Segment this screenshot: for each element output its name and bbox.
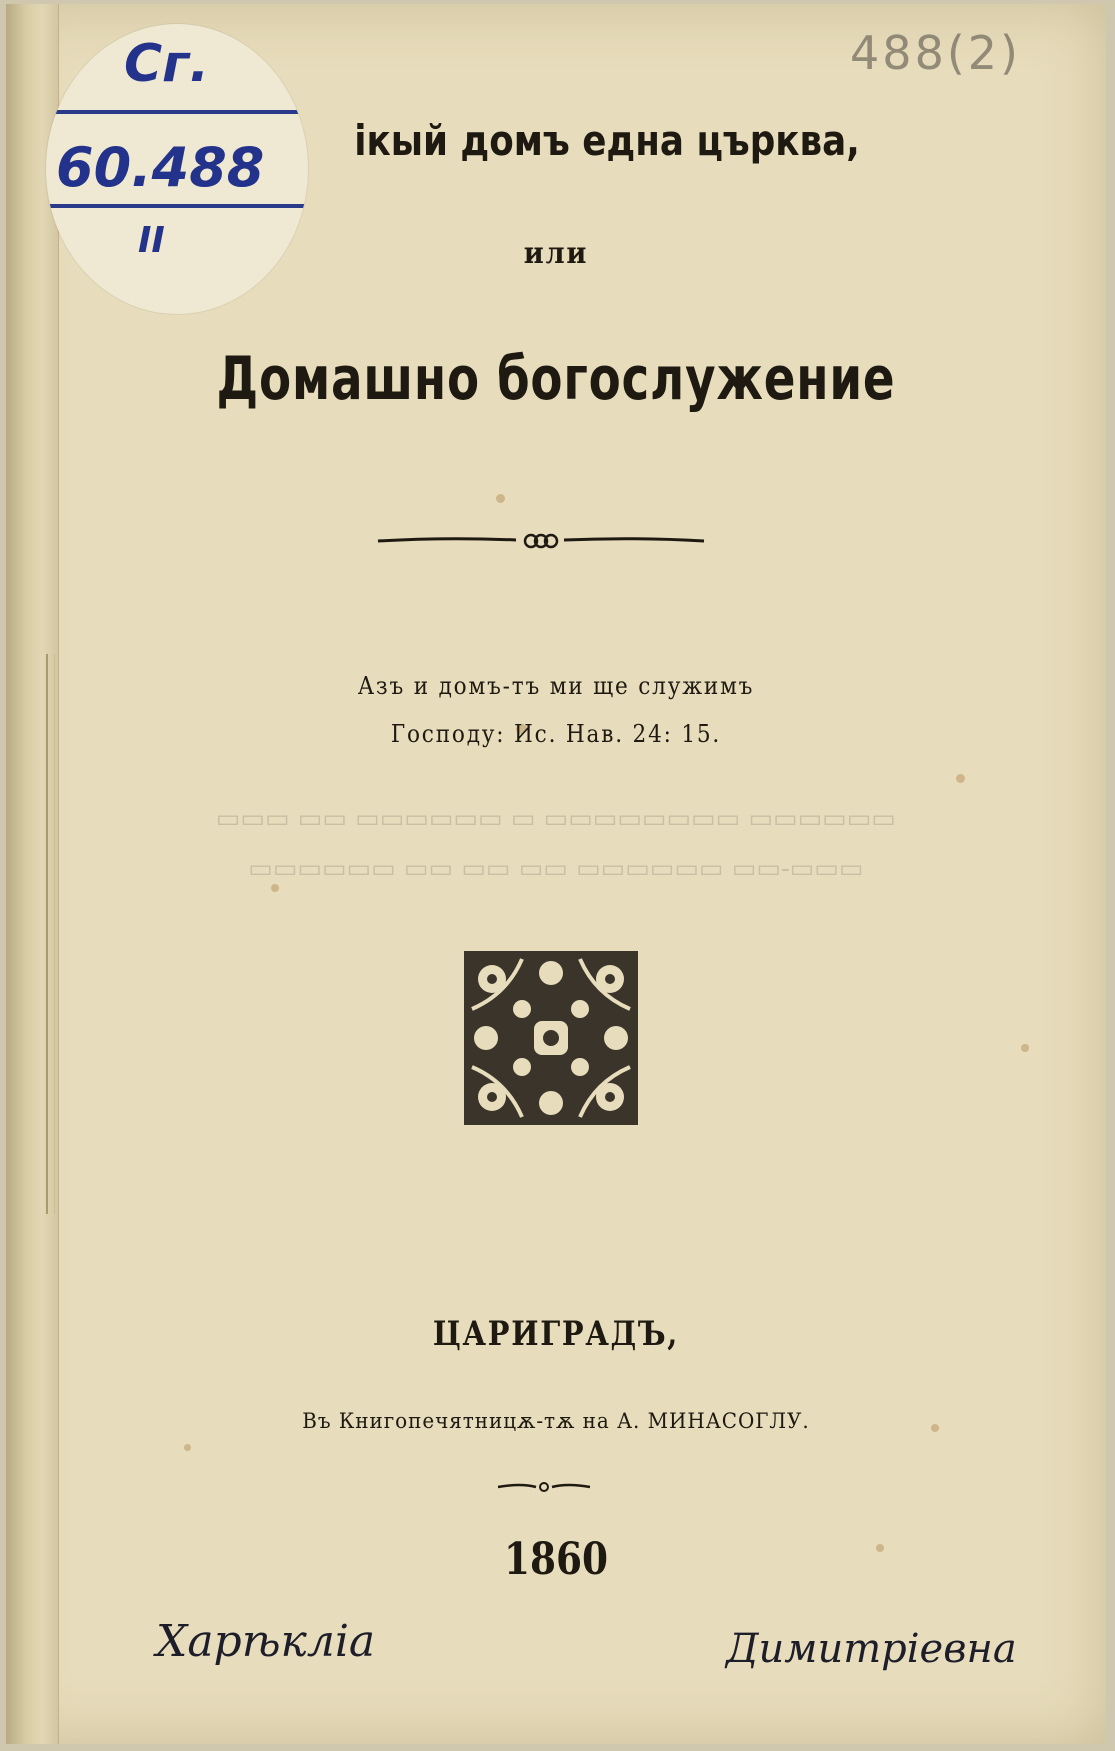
signature-right: Димитрiевна [726, 1626, 1017, 1672]
imprint-city: ЦАРИГРАДЪ, [432, 1314, 680, 1354]
book-cover [6, 4, 1106, 1744]
title-line-2: или [523, 236, 589, 271]
shelfmark-rule [46, 110, 308, 114]
printers-ornament [462, 949, 640, 1127]
motto-line-1: Азъ и домъ-тъ ми ще служимъ [357, 672, 755, 700]
foxing-stain [496, 494, 505, 503]
title-line-3: Домашно богослужение [216, 344, 896, 414]
foxing-stain [956, 774, 965, 783]
foxing-stain [271, 884, 279, 892]
pencil-note: 488(2) [850, 26, 1021, 80]
shelfmark-line-1: Сг. [124, 34, 210, 94]
motto-line-2: Господу: Ис. Нав. 24: 15. [390, 720, 722, 748]
shelfmark-line-3: II [138, 220, 165, 261]
signature-left: Харѣклiа [156, 1616, 376, 1667]
foxing-stain [184, 1444, 191, 1451]
small-ornamental-rule [496, 1480, 592, 1494]
foxing-stain [1021, 1044, 1029, 1052]
bleed-through-text: ▭▭▭▭▭▭ ▭▭▭▭▭▭▭▭ ▭ ▭▭▭▭▭▭ ▭▭ ▭▭▭ [215, 804, 897, 834]
shelfmark-rule [46, 204, 308, 208]
title-line-1: ікый домъ една църква, [354, 116, 860, 165]
shelfmark-line-2: 60.488 [56, 136, 265, 199]
ornamental-rule [376, 529, 706, 553]
imprint-year: 1860 [503, 1534, 609, 1585]
binding-stitch [46, 654, 55, 1214]
bleed-through-text: ▭▭▭-▭▭ ▭▭▭▭▭▭ ▭▭ ▭▭ ▭▭ ▭▭▭▭▭▭ [248, 854, 864, 884]
imprint-printer: Въ Книгопечятницѫ-тѫ на А. МИНАСОГЛУ. [302, 1409, 810, 1433]
